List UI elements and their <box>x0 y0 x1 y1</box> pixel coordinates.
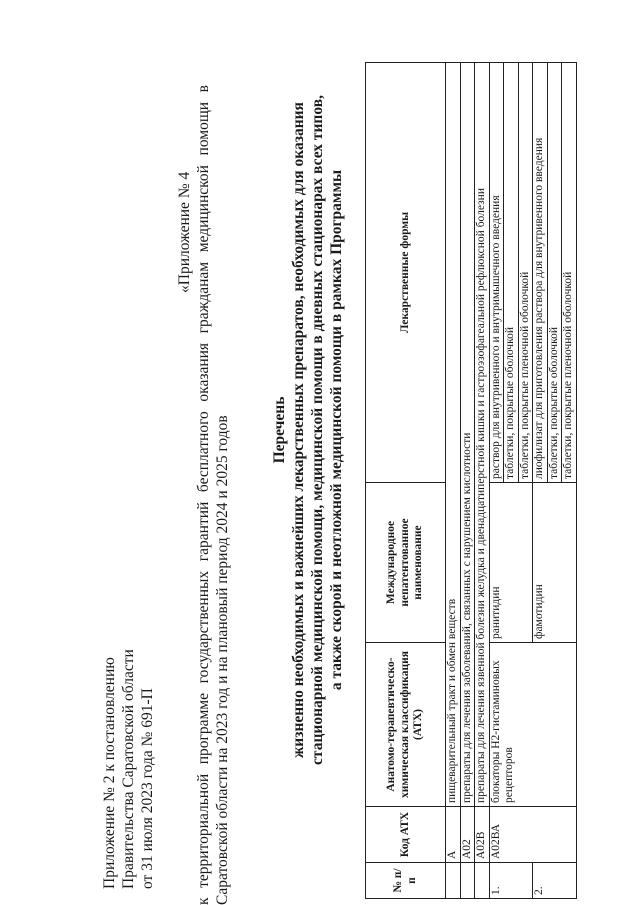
appendix-text: к территориальной программе государственных гарантий бесплатного оказания гражданам медицинской помощи в Саратовской области на 2023 год и на плановый период 2024 и 2025 годов <box>195 85 231 905</box>
heading-title: Перечень <box>271 396 288 464</box>
cell-form: лиофилизат для приготовления раствора для внутривенного введения <box>533 63 548 483</box>
header-inn: Международное непатентованное наименование <box>366 483 446 643</box>
cell-code: А02 <box>460 807 475 863</box>
table-header-row <box>366 63 446 899</box>
header-num: № п/п <box>366 863 446 899</box>
cell-num: 2. <box>533 863 577 899</box>
attachment-line: Приложение № 2 к постановлению <box>101 657 118 889</box>
header-forms: Лекарственные формы <box>366 63 446 483</box>
cell-inn: фамотидин <box>533 483 577 643</box>
cell-num <box>475 863 490 899</box>
cell-inn: ранитидин <box>489 483 533 643</box>
attachment-block <box>100 509 157 889</box>
appendix-block <box>175 85 232 905</box>
cell-form: таблетки, покрытые оболочкой <box>547 63 562 483</box>
table-row <box>446 63 461 899</box>
cell-atc: блокаторы Н2-гистаминовых рецепторов <box>489 643 576 807</box>
cell-form: раствор для внутривенного и внутримышечного введения <box>489 63 504 483</box>
table-row <box>460 63 475 899</box>
cell-code: А02ВА <box>489 807 576 863</box>
appendix-title: «Приложение № 4 <box>176 171 193 293</box>
heading-line: а также скорой и неотложной медицинской помощи в рамках Программы <box>328 169 345 691</box>
cell-num <box>460 863 475 899</box>
cell-num: 1. <box>489 863 533 899</box>
header-code: Код АТХ <box>366 807 446 863</box>
document-heading <box>270 15 346 845</box>
heading-line: жизненно необходимых и важнейших лекарственных препаратов, необходимых для оказания <box>290 102 307 758</box>
header-atc: Анатомо-терапевтическо-химическая классификация (АТХ) <box>366 643 446 807</box>
cell-atc: пищеварительный тракт и обмен веществ <box>446 63 461 807</box>
cell-form: таблетки, покрытые пленочной оболочкой <box>518 63 533 483</box>
cell-atc: препараты для лечения заболеваний, связанных с нарушением кислотности <box>460 63 475 807</box>
table-row <box>489 63 504 899</box>
drug-list-table <box>365 62 577 899</box>
cell-form: таблетки, покрытые пленочной оболочкой <box>562 63 577 483</box>
attachment-line: Правительства Саратовской области <box>120 649 137 889</box>
attachment-line: от 31 июля 2023 года № 691-П <box>139 688 156 889</box>
cell-code: А <box>446 807 461 863</box>
cell-code: А02В <box>475 807 490 863</box>
table-row <box>475 63 490 899</box>
cell-atc: препараты для лечения язвенной болезни желудка и двенадцатиперстной кишки и гастроэзофагеальной рефлюксной болезни <box>475 63 490 807</box>
heading-line: стационарной медицинской помощи, медицинской помощи в дневных стационарах всех типов, <box>309 95 326 765</box>
cell-num <box>446 863 461 899</box>
cell-form: таблетки, покрытые оболочкой <box>504 63 519 483</box>
